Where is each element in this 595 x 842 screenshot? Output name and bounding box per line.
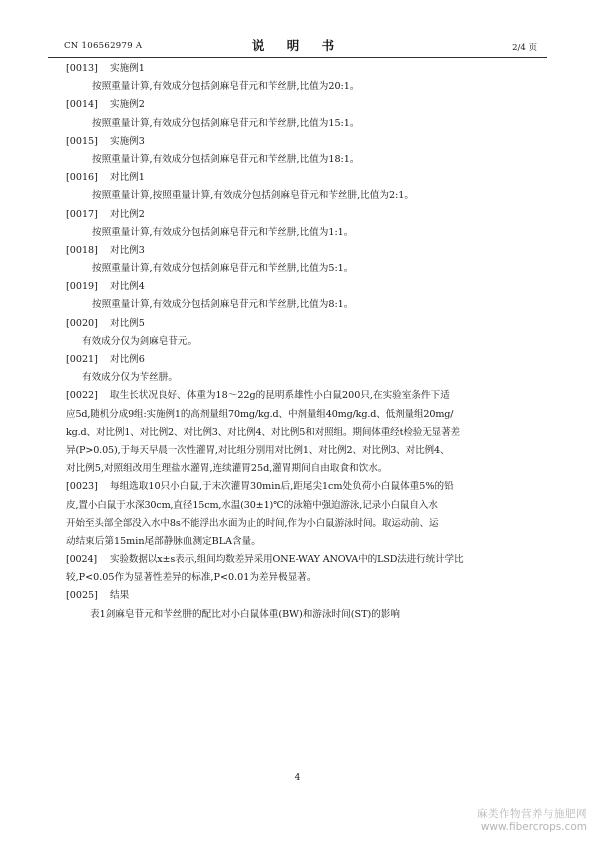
line-text: 应5d,随机分成9组:实施例1的高剂量组70mg/kg.d、中剂量组40mg/kg.d、低剂量组20mg/ [66,408,454,420]
line-text: 实施例3 [110,135,145,147]
line-text: 异(P>0.05),于每天早晨一次性灌胃,对比组分别用对比例1、对比例2、对比例3、对比例4、 [66,444,450,456]
paragraph-number: [0020] [66,317,98,329]
page-number: 4 [294,773,301,783]
line-text: 对比例5,对照组改用生理盐水灌胃,连续灌胃25d,灌胃期间自由取食和饮水。 [66,463,388,475]
paragraph-line [66,533,536,551]
line-text: 开始至头部全部没入水中8s不能浮出水面为止的时间,作为小白鼠游泳时间。取运动前、运 [66,517,439,529]
paragraph-line [66,151,536,169]
page-info: 2/4 页 [512,43,537,53]
line-text: 按照重量计算,有效成分包括剑麻皂苷元和苄丝肼,比值为15:1。 [92,117,360,129]
paragraph-line [66,424,536,442]
paragraph-line [66,387,536,405]
paragraph-line [66,478,536,496]
paragraph-line [66,515,536,533]
paragraph-line [66,260,536,278]
line-text: 对比例3 [110,244,145,256]
paragraph-line [66,96,536,114]
line-text: 按照重量计算,有效成分包括剑麻皂苷元和苄丝肼,比值为8:1。 [92,299,354,311]
line-text: 对比例6 [110,354,145,365]
paragraph-line [66,60,536,78]
paragraph-line [66,187,536,205]
paragraph-line [66,169,536,187]
paragraph-line [66,333,536,351]
paragraph-line [66,406,536,424]
line-text: 对比例5 [110,317,145,329]
line-text: 动结束后第15min尾部静脉血测定BLA含量。 [66,535,261,547]
watermark-url: www.fibercrops.com [480,821,587,833]
paragraph-line [66,369,536,387]
document-title: 说 明 书 [251,38,344,53]
paragraph-number: [0025] [66,590,98,602]
line-text: 有效成分仅为苄丝肼。 [82,372,178,384]
paragraph-number: [0024] [66,554,98,566]
site-watermark [477,806,587,833]
paragraph-number: [0016] [66,172,98,184]
paragraph-number: [0018] [66,244,98,256]
watermark-title: 麻类作物营养与施肥网 [477,808,587,820]
paragraph-number: [0015] [66,135,98,147]
line-text: 对比例2 [110,208,145,220]
line-text: 按照重量计算,按照重量计算,有效成分包括剑麻皂苷元和苄丝肼,比值为2:1。 [92,190,414,202]
paragraph-line [66,587,536,605]
line-text: 按照重量计算,有效成分包括剑麻皂苷元和苄丝肼,比值为5:1。 [92,263,354,275]
paragraph-number: [0017] [66,208,98,220]
line-text: kg.d、对比例1、对比例2、对比例3、对比例4、对比例5和对照组。期间体重经t检验无显著差 [66,426,460,438]
paragraph-line [66,606,536,624]
paragraph-line [66,78,536,96]
paragraph-line [66,569,536,587]
line-text: 取生长状况良好、体重为18～22g的昆明系雄性小白鼠200只,在实验室条件下适 [110,390,450,402]
document-body [66,60,536,624]
header-divider [48,57,547,58]
paragraph-number: [0021] [66,354,98,365]
paragraph-number: [0023] [66,481,98,493]
line-text: 按照重量计算,有效成分包括剑麻皂苷元和苄丝肼,比值为18:1。 [92,153,360,165]
line-text: 皮,置小白鼠于水深30cm,直径15cm,水温(30±1)℃的泳箱中强迫游泳,记录小白鼠自入水 [66,499,438,511]
paragraph-line [66,224,536,242]
line-text: 每组选取10只小白鼠,于末次灌胃30min后,距尾尖1cm处负荷小白鼠体重5%的铅 [110,481,454,493]
line-text: 有效成分仅为剑麻皂苷元。 [82,335,198,347]
paragraph-line [66,497,536,515]
paragraph-line [66,551,536,569]
paragraph-number: [0022] [66,390,98,402]
line-text: 实施例2 [110,99,145,111]
paragraph-number: [0014] [66,99,98,111]
line-text: 按照重量计算,有效成分包括剑麻皂苷元和苄丝肼,比值为1:1。 [92,226,354,238]
paragraph-line [66,315,536,333]
paragraph-line [66,278,536,296]
paragraph-line [66,351,536,369]
paragraph-number: [0013] [66,63,98,74]
page-header [48,36,547,56]
paragraph-number: [0019] [66,281,98,293]
line-text: 结果 [110,590,130,602]
line-text: 较,P<0.05作为显著性差异的标准,P<0.01为差异极显著。 [66,572,317,584]
patent-number: CN 106562979 A [64,41,143,51]
line-text: 表1剑麻皂苷元和苄丝肼的配比对小白鼠体重(BW)和游泳时间(ST)的影响 [90,608,400,620]
line-text: 按照重量计算,有效成分包括剑麻皂苷元和苄丝肼,比值为20:1。 [92,81,360,93]
line-text: 对比例4 [110,281,145,293]
paragraph-line [66,242,536,260]
paragraph-line [66,206,536,224]
line-text: 实验数据以x±s表示,组间均数差异采用ONE-WAY ANOVA中的LSD法进行统计学比 [110,554,464,566]
line-text: 对比例1 [110,172,145,184]
paragraph-line [66,133,536,151]
paragraph-line [66,115,536,133]
line-text: 实施例1 [110,63,145,74]
paragraph-line [66,296,536,314]
paragraph-line [66,442,536,460]
paragraph-line [66,460,536,478]
